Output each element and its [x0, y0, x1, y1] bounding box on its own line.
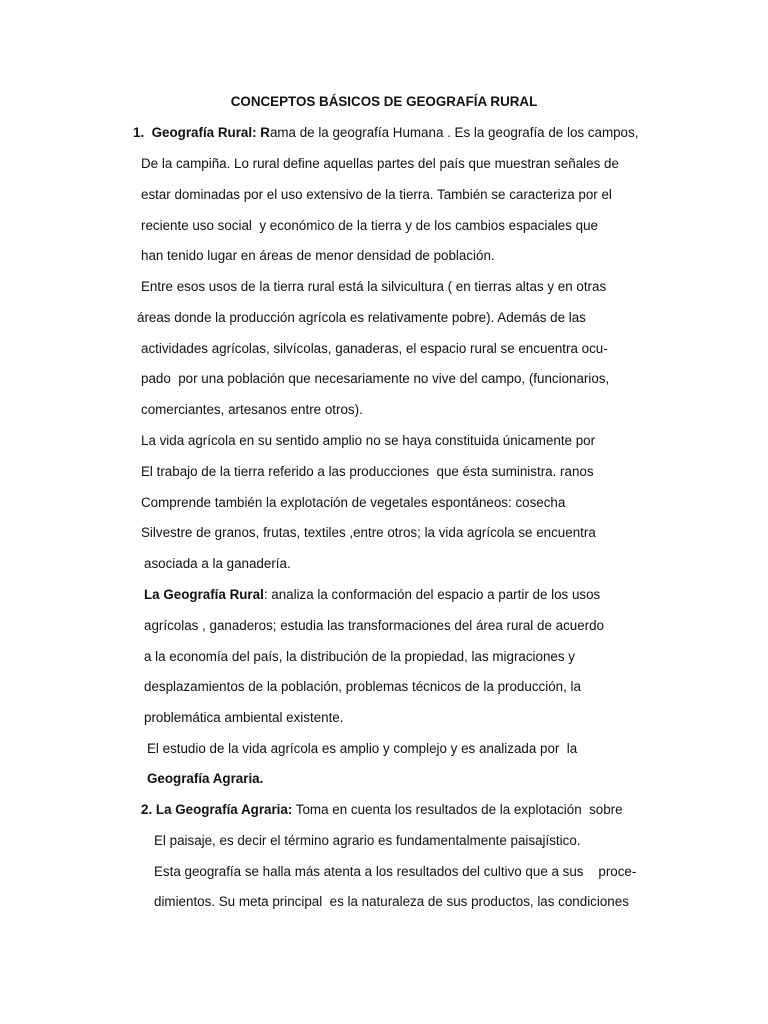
section1-closing-term: Geografía Agraria. — [147, 771, 264, 786]
body-line: comerciantes, artesanos entre otros). — [141, 402, 363, 417]
body-line: han tenido lugar en áreas de menor densidad de población. — [141, 248, 495, 263]
paragraph2-first-line-text: : analiza la conformación del espacio a partir de los usos — [263, 587, 601, 602]
section1-heading: Geografía Rural: — [151, 125, 257, 140]
section2-first-line-text: Toma en cuenta los resultados de la explotación sobre — [292, 802, 623, 817]
body-line: Comprende también la explotación de vegetales espontáneos: cosecha — [141, 495, 566, 510]
body-line: agrícolas , ganaderos; estudia las transformaciones del área rural de acuerdo — [144, 618, 605, 633]
body-line: Entre esos usos de la tierra rural está la silvicultura ( en tierras altas y en otras — [141, 279, 607, 294]
body-line: El paisaje, es decir el término agrario es fundamentalmente paisajístico. — [154, 833, 581, 848]
document-title: CONCEPTOS BÁSICOS DE GEOGRAFÍA RURAL — [230, 94, 538, 109]
paragraph2-first-line — [144, 586, 600, 604]
body-line: El trabajo de la tierra referido a las producciones que ésta suministra. ranos — [141, 464, 594, 479]
section2-first-line — [141, 801, 623, 819]
body-line: áreas donde la producción agrícola es relativamente pobre). Además de las — [137, 310, 586, 325]
section1-first-line-text: ama de la geografía Humana . Es la geografía de los campos, — [269, 125, 639, 140]
section1-heading-letter: R — [260, 125, 270, 140]
body-line: a la economía del país, la distribución de la propiedad, las migraciones y — [144, 649, 575, 664]
body-line: problemática ambiental existente. — [144, 710, 344, 725]
body-line: desplazamientos de la población, problemas técnicos de la producción, la — [144, 679, 581, 694]
body-line: De la campiña. Lo rural define aquellas partes del país que muestran señales de — [141, 156, 619, 171]
body-line: actividades agrícolas, silvícolas, ganaderas, el espacio rural se encuentra ocu- — [141, 341, 608, 356]
paragraph2-bold-term: La Geografía Rural — [144, 587, 264, 602]
body-line: Silvestre de granos, frutas, textiles ,entre otros; la vida agrícola se encuentra — [141, 525, 596, 540]
body-line: pado por una población que necesariamente no vive del campo, (funcionarios, — [141, 371, 610, 386]
body-line: estar dominadas por el uso extensivo de la tierra. También se caracteriza por el — [141, 187, 612, 202]
body-line: dimientos. Su meta principal es la naturaleza de sus productos, las condiciones — [154, 894, 629, 909]
body-line: La vida agrícola en su sentido amplio no se haya constituida únicamente por — [141, 433, 596, 448]
section1-first-line — [133, 124, 638, 142]
body-line: El estudio de la vida agrícola es amplio y complejo y es analizada por la — [147, 741, 578, 756]
section1-number: 1. — [133, 125, 145, 140]
body-line: reciente uso social y económico de la tierra y de los cambios espaciales que — [141, 218, 599, 233]
body-line: asociada a la ganadería. — [144, 556, 291, 571]
body-line: Esta geografía se halla más atenta a los resultados del cultivo que a sus proce- — [154, 864, 637, 879]
section2-heading: 2. La Geografía Agraria: — [141, 802, 293, 817]
